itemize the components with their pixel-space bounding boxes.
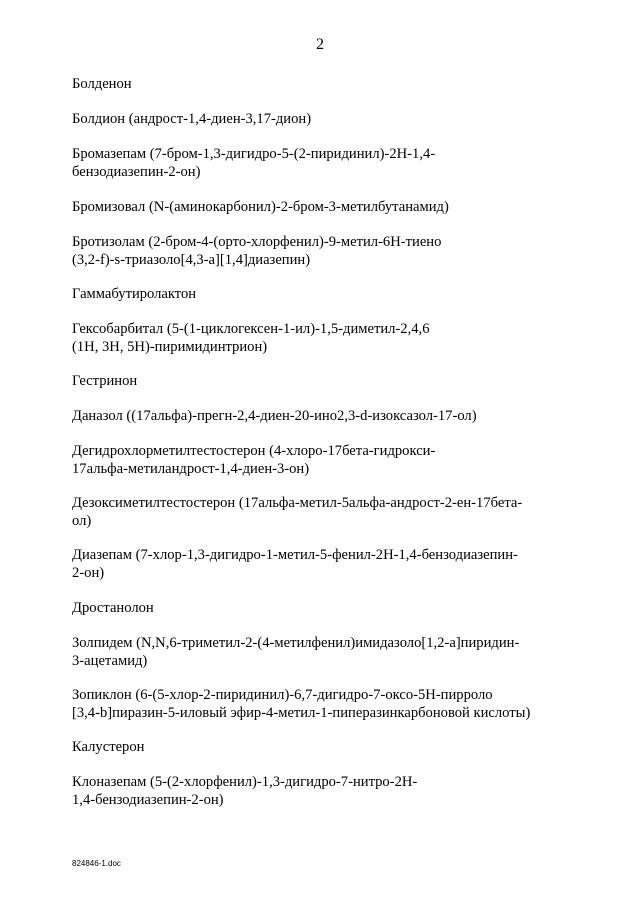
entry-clonazepam [72, 773, 552, 809]
entry-line: (3,2-f)-s-триазоло[4,3-a][1,4]диазепин) [72, 252, 311, 268]
entry-line: [3,4-b]пиразин-5-иловый эфир-4-метил-1-пиперазинкарбоновой кислоты) [72, 705, 531, 721]
entry-line: Бротизолам (2-бром-4-(орто-хлорфенил)-9-метил-6Н-тиено [72, 234, 442, 250]
entry-line: Даназол ((17альфа)-прегн-2,4-диен-20-ино2,3-d-изоксазол-17-ол) [72, 408, 477, 424]
entry-diazepam [72, 546, 552, 582]
page-number: 2 [316, 36, 324, 53]
entry-danazol [72, 407, 552, 425]
entry-line: Гексобарбитал (5-(1-циклогексен-1-ил)-1,5-диметил-2,4,6 [72, 321, 430, 337]
entry-line: 2-он) [72, 565, 105, 581]
footer-filename: 824846-1.doc [72, 859, 121, 868]
entry-calusterone [72, 738, 552, 756]
entry-desoxymethyltestosterone [72, 494, 552, 530]
entry-line: Дростанолон [72, 600, 154, 616]
entry-line: Гестринон [72, 373, 138, 389]
entry-line: (1H, 3H, 5H)-пиримидинтрион) [72, 339, 268, 355]
entry-dehydrochlormethyltestosterone [72, 442, 552, 478]
entry-zopiclone [72, 686, 552, 722]
entry-line: Клоназепам (5-(2-хлорфенил)-1,3-дигидро-7-нитро-2Н- [72, 774, 418, 790]
entry-line: 1,4-бензодиазепин-2-он) [72, 792, 224, 808]
entry-gestrinone [72, 372, 552, 390]
entry-line: Калустерон [72, 739, 145, 755]
entry-gammabutyrolactone [72, 285, 552, 303]
entry-zolpidem [72, 634, 552, 670]
entry-line: Бромизовал (N-(аминокарбонил)-2-бром-3-метилбутанамид) [72, 199, 449, 215]
entry-bromazepam [72, 145, 552, 181]
entry-line: Гаммабутиролактон [72, 286, 197, 302]
entry-hexobarbital [72, 320, 552, 356]
entry-line: Диазепам (7-хлор-1,3-дигидро-1-метил-5-фенил-2Н-1,4-бензодиазепин- [72, 547, 518, 563]
entry-line: Дезоксиметилтестостерон (17альфа-метил-5альфа-андрост-2-ен-17бета- [72, 495, 523, 511]
entry-line: 3-ацетамид) [72, 653, 148, 669]
entry-line: Болденон [72, 76, 132, 92]
entry-brotizolam [72, 233, 552, 269]
entry-drostanolone [72, 599, 552, 617]
entry-bromisoval [72, 198, 552, 216]
entry-line: 17альфа-метиландрост-1,4-диен-3-он) [72, 461, 310, 477]
entry-line: Дегидрохлорметилтестостерон (4-хлоро-17бета-гидрокси- [72, 443, 436, 459]
entry-line: Зопиклон (6-(5-хлор-2-пиридинил)-6,7-дигидро-7-оксо-5Н-пирроло [72, 687, 493, 703]
entry-boldenone [72, 75, 552, 93]
entry-boldione [72, 110, 552, 128]
entry-line: Болдион (андрост-1,4-диен-3,17-дион) [72, 111, 312, 127]
entry-line: бензодиазепин-2-он) [72, 164, 201, 180]
entry-line: Бромазепам (7-бром-1,3-дигидро-5-(2-пиридинил)-2H-1,4- [72, 146, 436, 162]
entry-line: ол) [72, 513, 92, 529]
entry-line: Золпидем (N,N,6-триметил-2-(4-метилфенил)имидазоло[1,2-а]пиридин- [72, 635, 520, 651]
